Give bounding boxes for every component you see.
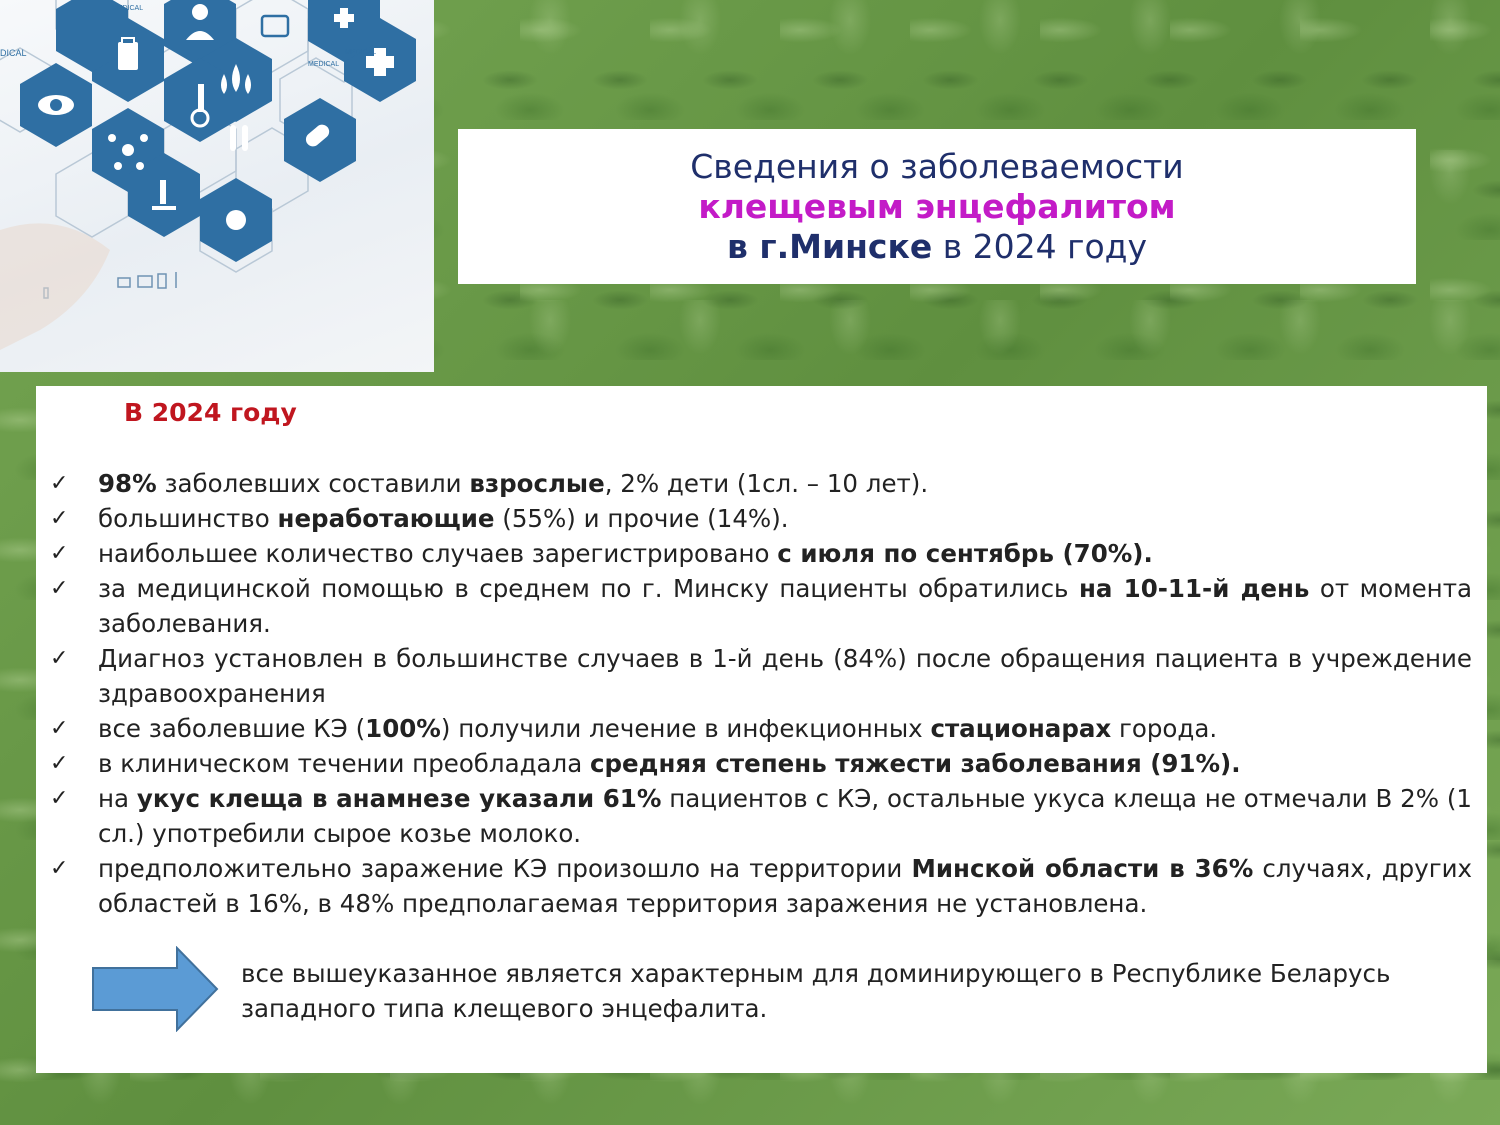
fact-emphasis: 98% [98,469,157,498]
fact-text: все заболевшие КЭ ( [98,714,366,743]
right-arrow-icon [91,946,221,1032]
fact-list-item [48,851,1472,921]
content-card [36,386,1487,1073]
fact-emphasis: на 10-11-й день [1078,574,1310,603]
checkmark-icon: ✓ [50,541,69,566]
fact-text: в клиническом течении преобладала [98,749,590,778]
fact-list-item [48,711,1472,746]
fact-list [48,466,1472,921]
title-line-2: клещевым энцефалитом [698,186,1176,226]
fact-emphasis: с июля по сентябрь (70%). [777,539,1153,568]
title-line-3 [727,227,1147,267]
fact-text: пациентов с КЭ, остальные укуса клеща не отмечали В 2% (1 сл.) употребили сырое козье молоко. [98,784,1473,848]
checkmark-icon: ✓ [50,646,69,671]
fact-list-item [48,781,1472,851]
hexagon-group [20,0,416,262]
microscope-icon [160,180,166,204]
fact-emphasis: стационарах [930,714,1112,743]
virus-icon [226,210,246,230]
checkmark-icon: ✓ [50,786,69,811]
image-label-medical: MEDICAL [345,49,377,56]
checkmark-icon: ✓ [50,576,69,601]
medical-illustration [0,0,434,372]
fact-list-item [48,571,1472,641]
image-label-medical: MEDICAL [308,61,340,68]
molecule-icon [122,144,134,156]
section-heading: В 2024 году [124,398,297,427]
person-icon [192,4,208,20]
fact-list-item [48,501,1472,536]
checkmark-icon: ✓ [50,471,69,496]
fact-text: заболевших составили [156,469,470,498]
fact-text: ) получили лечение в инфекционных [440,714,931,743]
image-label-dical: DICAL [0,48,27,58]
fact-emphasis: взрослые [469,469,605,498]
fact-text: наибольшее количество случаев зарегистрировано [98,539,778,568]
fact-text: от момента заболевания. [98,574,1472,638]
wheelchair-icon [198,84,204,112]
fact-emphasis: неработающие [277,504,495,533]
fact-text: случаях, других областей в 16%, в 48% предполагаемая территория заражения не установлена. [98,854,1472,918]
fact-list-item [48,641,1472,711]
checkmark-icon: ✓ [50,716,69,741]
fact-text: большинство [98,504,278,533]
fact-text: (55%) и прочие (14%). [494,504,789,533]
title-line-1: Сведения о заболеваемости [690,146,1184,186]
fact-emphasis: средняя степень тяжести заболевания (91%). [590,749,1241,778]
clipboard-icon [118,42,138,70]
fact-list-item [48,466,1472,501]
fact-emphasis: Минской области в 36% [911,854,1254,883]
fact-emphasis: укус клеща в анамнезе указали 61% [136,784,662,813]
medkit-icon [262,16,288,36]
fact-text: города. [1111,714,1218,743]
fact-text: предположительно заражение КЭ произошло на территории [98,854,912,883]
image-label-medical: MEDICAL [112,5,144,12]
conclusion-text: все вышеуказанное является характерным для доминирующего в Республике Беларусь западного типа клещевого энцефалита. [241,959,1391,1023]
fact-text: , 2% дети (1сл. – 10 лет). [604,469,929,498]
medical-hexagon-graphic [0,0,434,372]
title-city: в г.Минске [726,226,933,266]
fact-text: на [98,784,137,813]
checkmark-icon: ✓ [50,751,69,776]
checkmark-icon: ✓ [50,856,69,881]
fact-emphasis: 100% [365,714,441,743]
fact-list-item [48,536,1472,571]
checkmark-icon: ✓ [50,506,69,531]
title-year: в 2024 году [932,226,1148,266]
fact-list-item [48,746,1472,781]
fact-text: Диагноз установлен в большинстве случаев в 1-й день (84%) после обращения пациента в учреждение здравоохранения [98,644,1472,708]
title-card [458,129,1416,284]
test-tube-icon [230,125,236,151]
fact-text: за медицинской помощью в среднем по г. Минску пациенты обратились [98,574,1079,603]
